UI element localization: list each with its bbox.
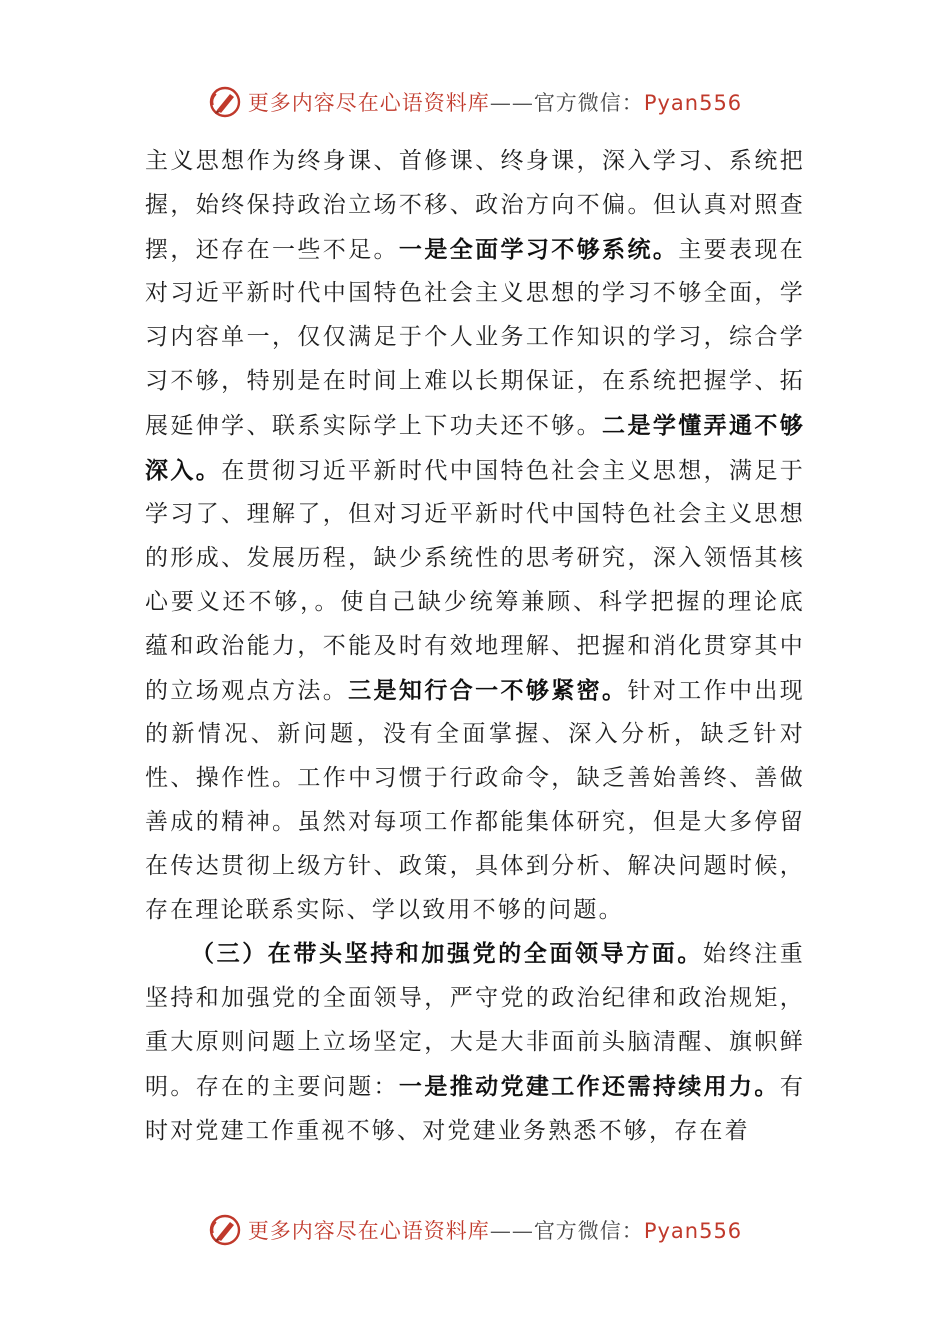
p2-text-2: 有时对党建工作重视不够、对党建业务熟悉不够，存在着 bbox=[145, 1073, 806, 1144]
header-wechat-label: 官方微信： bbox=[533, 91, 644, 115]
p2-bold-1: 一是推动党建工作还需持续用力。 bbox=[398, 1072, 780, 1100]
p1-text-3: 在贯彻习近平新时代中国特色社会主义思想，满足于学习了、理解了，但对习近平新时代中国特色社会主义思想的形成、发展历程，缺少系统性的思考研究，深入领悟其核心要义还不够，。使自己缺少统筹兼顾、科学把握的理论底蕴和政治能力，不能及时有效地理解、把握和消化贯穿其中的立场观点方法。 bbox=[145, 457, 805, 704]
p1-bold-2: 二是学懂弄通不够深入。 bbox=[145, 411, 805, 484]
header-banner bbox=[0, 82, 950, 122]
paragraph-study bbox=[145, 140, 805, 932]
footer-site-text: 更多内容尽在心语资料库 bbox=[247, 1219, 490, 1243]
p1-text-4: 针对工作中出现的新情况、新问题，没有全面掌握、深入分析，缺乏针对性、操作性。工作中习惯于行政命令，缺乏善始善终、善做善成的精神。虽然对每项工作都能集体研究，但是大多停留在传达贯彻上级方针、政策，具体到分析、解决问题时候，存在理论联系实际、学以致用不够的问题。 bbox=[145, 677, 806, 923]
header-banner-text bbox=[248, 87, 742, 117]
p2-heading: （三）在带头坚持和加强党的全面领导方面。 bbox=[191, 940, 703, 968]
paragraph-party-leadership bbox=[145, 932, 805, 1153]
footer-banner-text bbox=[248, 1215, 742, 1245]
footer-dash: —— bbox=[489, 1219, 534, 1243]
header-dash: —— bbox=[489, 91, 534, 115]
header-site-text: 更多内容尽在心语资料库 bbox=[247, 91, 490, 115]
pen-seal-logo-icon bbox=[208, 85, 242, 119]
footer-wechat-account: Pyan556 bbox=[643, 1219, 743, 1243]
document-body bbox=[145, 140, 805, 1153]
p1-bold-1: 一是全面学习不够系统。 bbox=[398, 235, 679, 263]
p1-bold-3: 三是知行合一不够紧密。 bbox=[348, 676, 628, 704]
p1-text-1: 主义思想作为终身课、首修课、终身课，深入学习、系统把握，始终保持政治立场不移、政治方向不偏。但认真对照查摆，还存在一些不足。 bbox=[145, 148, 805, 263]
header-wechat-account: Pyan556 bbox=[643, 91, 743, 115]
footer-wechat-label: 官方微信： bbox=[533, 1219, 644, 1243]
pen-seal-logo-icon bbox=[208, 1213, 242, 1247]
footer-banner bbox=[0, 1210, 950, 1250]
p2-text-1: 始终注重坚持和加强党的全面领导，严守党的政治纪律和政治规矩，重大原则问题上立场坚定，大是大非面前头脑清醒、旗帜鲜明。存在的主要问题： bbox=[145, 941, 805, 1100]
p1-text-2: 主要表现在对习近平新时代中国特色社会主义思想的学习不够全面，学习内容单一，仅仅满足于个人业务工作知识的学习，综合学习不够，特别是在时间上难以长期保证，在系统把握学、拓展延伸学、联系实际学上下功夫还不够。 bbox=[145, 236, 806, 439]
